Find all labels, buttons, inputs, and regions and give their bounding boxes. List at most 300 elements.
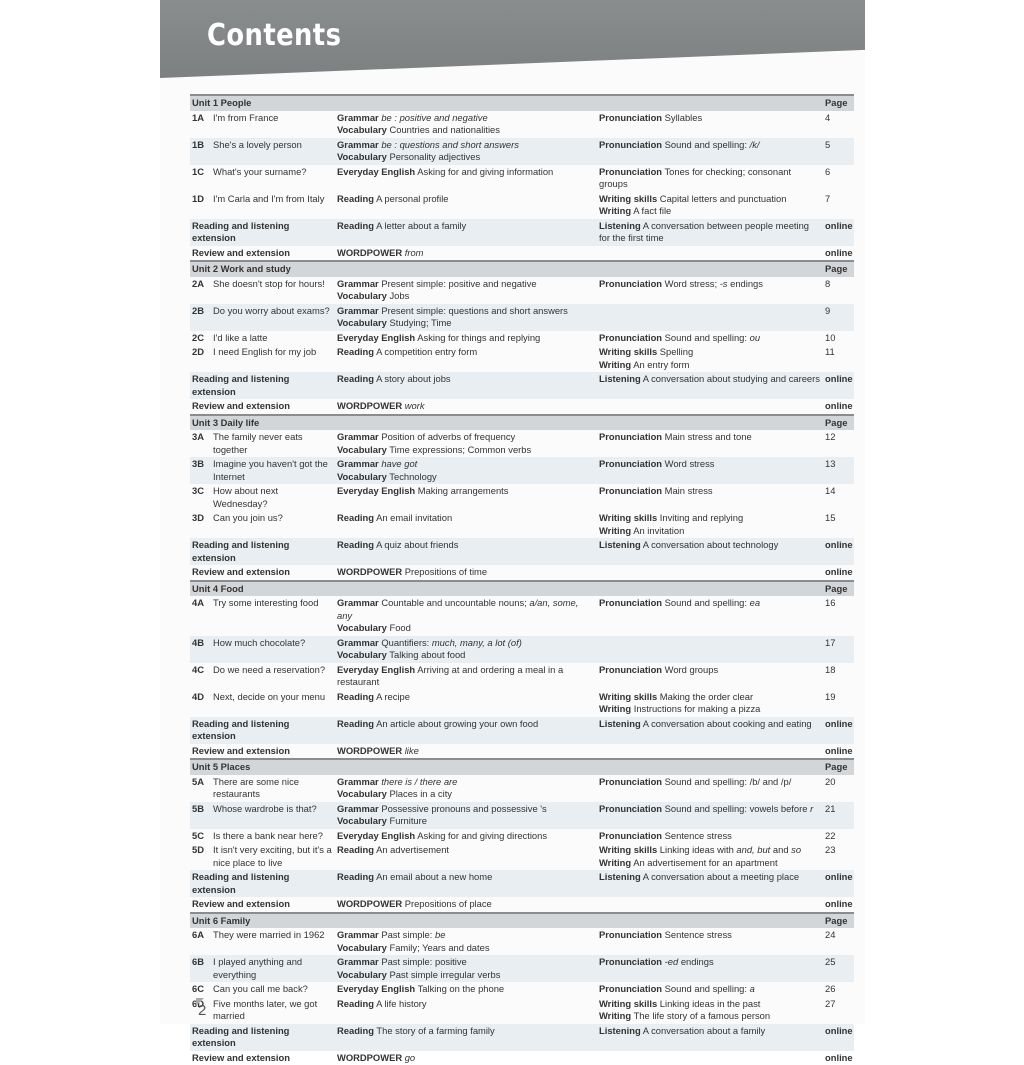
- entry-line: [337, 112, 595, 125]
- entry-line: [337, 431, 595, 444]
- lesson-page: 24: [823, 928, 854, 955]
- entry-text: A conversation about cooking and eating: [643, 718, 812, 729]
- lesson-skills: [597, 663, 823, 690]
- lesson-row: [190, 192, 854, 219]
- lesson-title: It isn't very exciting, but it's a nice place to live: [211, 843, 335, 870]
- entry-line: [599, 458, 821, 471]
- entry-label: Writing: [599, 525, 631, 536]
- entry-label: Pronunciation: [599, 983, 662, 994]
- entry-label: Reading: [337, 512, 374, 523]
- lesson-skills: [597, 457, 823, 484]
- entry-text: The story of a farming family: [376, 1025, 494, 1036]
- entry-line: [599, 512, 821, 525]
- entry-line: [337, 278, 595, 291]
- lesson-row: [190, 596, 854, 636]
- entry-line: [599, 525, 821, 538]
- entry-italic: have got: [381, 458, 417, 469]
- entry-text: Linking ideas in the past: [660, 998, 761, 1009]
- entry-italic: so: [791, 844, 801, 855]
- entry-text: A recipe: [376, 691, 410, 702]
- lesson-page: 17: [823, 636, 854, 663]
- extension-language: [335, 744, 597, 760]
- lesson-code: 3C: [190, 484, 211, 511]
- extension-skills: [597, 372, 823, 399]
- extension-language: [335, 246, 597, 262]
- lesson-skills: [597, 430, 823, 457]
- entry-label: Reading: [337, 844, 374, 855]
- entry-text: A conversation between people meeting for the first time: [599, 220, 809, 244]
- lesson-page: 5: [823, 138, 854, 165]
- extension-label: Reading and listening extension: [190, 538, 335, 565]
- lesson-page: 8: [823, 277, 854, 304]
- lesson-language: [335, 345, 597, 372]
- contents-body: [190, 95, 854, 1065]
- lesson-skills: [597, 165, 823, 192]
- entry-line: [599, 956, 821, 969]
- lesson-title: Do we need a reservation?: [211, 663, 335, 690]
- lesson-skills: [597, 596, 823, 636]
- entry-label: Vocabulary: [337, 969, 387, 980]
- entry-label: Writing: [599, 1010, 631, 1021]
- entry-text: Present simple: questions and short answers: [381, 305, 568, 316]
- entry-label: Writing skills: [599, 998, 657, 1009]
- entry-italic: : positive and negative: [394, 112, 487, 123]
- extension-page: online: [823, 897, 854, 913]
- unit-heading-row: [190, 913, 854, 929]
- lesson-page: 25: [823, 955, 854, 982]
- entry-line: [337, 305, 595, 318]
- extension-language: [335, 1051, 597, 1065]
- entry-label: Reading: [337, 691, 374, 702]
- entry-italic: ou: [750, 332, 760, 343]
- entry-text: Present simple: positive and negative: [381, 278, 536, 289]
- lesson-page: 6: [823, 165, 854, 192]
- extension-page: online: [823, 246, 854, 262]
- entry-italic: be: [435, 929, 445, 940]
- entry-text: Technology: [389, 471, 436, 482]
- lesson-row: [190, 111, 854, 138]
- entry-text: Past simple: positive: [381, 956, 466, 967]
- extension-page: online: [823, 1051, 854, 1065]
- lesson-title: I'm Carla and I'm from Italy: [211, 192, 335, 219]
- lesson-row: [190, 955, 854, 982]
- lesson-page: 4: [823, 111, 854, 138]
- lesson-row: [190, 663, 854, 690]
- entry-text: A competition entry form: [376, 346, 477, 357]
- extension-label: Review and extension: [190, 897, 335, 913]
- entry-line: [337, 942, 595, 955]
- lesson-title: I'd like a latte: [211, 331, 335, 346]
- page-column-label: Page: [823, 759, 854, 775]
- lesson-code: 2C: [190, 331, 211, 346]
- extension-language: [335, 399, 597, 415]
- lesson-language: [335, 982, 597, 997]
- entry-text: Sound and spelling: vowels before: [665, 803, 810, 814]
- lesson-code: 2A: [190, 277, 211, 304]
- entry-label: Listening: [599, 718, 641, 729]
- entry-label: Everyday English: [337, 664, 415, 675]
- entry-line: [337, 1052, 595, 1065]
- lesson-language: [335, 596, 597, 636]
- extension-label: Reading and listening extension: [190, 219, 335, 246]
- entry-italic: ea: [750, 597, 760, 608]
- entry-line: [599, 983, 821, 996]
- entry-line: [599, 278, 821, 291]
- entry-line: [337, 332, 595, 345]
- entry-label: Pronunciation: [599, 458, 662, 469]
- unit-heading: Unit 6 Family: [190, 913, 823, 929]
- entry-line: [599, 857, 821, 870]
- entry-line: [337, 400, 595, 413]
- entry-line: [337, 664, 595, 689]
- entry-label: Vocabulary: [337, 317, 387, 328]
- lesson-skills: [597, 982, 823, 997]
- entry-text: Asking for and giving information: [417, 166, 553, 177]
- entry-label: Vocabulary: [337, 622, 387, 633]
- entry-label: Reading: [337, 373, 374, 384]
- extension-language: [335, 870, 597, 897]
- entry-line: [599, 998, 821, 1011]
- entry-text: The life story of a famous person: [634, 1010, 771, 1021]
- lesson-skills: [597, 277, 823, 304]
- entry-text: Making the order clear: [660, 691, 753, 702]
- entry-italic: work: [405, 400, 425, 411]
- unit-heading: Unit 2 Work and study: [190, 261, 823, 277]
- entry-italic: a: [750, 983, 755, 994]
- unit-heading-row: [190, 759, 854, 775]
- lesson-row: [190, 775, 854, 802]
- entry-italic: there is / there are: [381, 776, 457, 787]
- entry-italic: -s: [720, 278, 728, 289]
- entry-label: Grammar: [337, 956, 379, 967]
- lesson-language: [335, 484, 597, 511]
- lesson-row: [190, 277, 854, 304]
- entry-text: Word groups: [665, 664, 719, 675]
- lesson-code: 1C: [190, 165, 211, 192]
- entry-line: [599, 844, 821, 857]
- lesson-code: 3B: [190, 457, 211, 484]
- lesson-row: [190, 304, 854, 331]
- entry-label: Writing skills: [599, 346, 657, 357]
- entry-text: Places in a city: [389, 788, 452, 799]
- page-column-label: Page: [823, 415, 854, 431]
- entry-text: Syllables: [665, 112, 703, 123]
- entry-text: Arriving at and ordering a meal in a restaurant: [337, 664, 563, 688]
- entry-text: An advertisement: [376, 844, 449, 855]
- entry-text: Instructions for making a pizza: [634, 703, 761, 714]
- entry-text: Sentence stress: [665, 929, 732, 940]
- lesson-row: [190, 138, 854, 165]
- entry-line: [337, 1025, 595, 1038]
- entry-text: Food: [389, 622, 410, 633]
- extension-skills: [597, 219, 823, 246]
- entry-line: [337, 597, 595, 622]
- entry-text: Furniture: [389, 815, 427, 826]
- entry-label: Reading: [337, 193, 374, 204]
- entry-label: Pronunciation: [599, 166, 662, 177]
- lesson-skills: [597, 138, 823, 165]
- lesson-skills: [597, 775, 823, 802]
- lesson-row: [190, 345, 854, 372]
- unit-heading-row: [190, 581, 854, 597]
- entry-text: endings: [681, 956, 714, 967]
- entry-line: [599, 830, 821, 843]
- entry-italic: /k/: [750, 139, 760, 150]
- entry-italic: be: [381, 139, 391, 150]
- extension-page: online: [823, 744, 854, 760]
- entry-italic: like: [405, 745, 419, 756]
- lesson-title: How much chocolate?: [211, 636, 335, 663]
- lesson-row: [190, 484, 854, 511]
- entry-line: [337, 691, 595, 704]
- entry-text: A life history: [376, 998, 427, 1009]
- entry-italic: from: [405, 247, 424, 258]
- entry-text: Inviting and replying: [660, 512, 743, 523]
- extension-skills: [597, 399, 823, 415]
- entry-italic: r: [810, 803, 813, 814]
- lesson-title: Whose wardrobe is that?: [211, 802, 335, 829]
- entry-text: Countable and uncountable nouns;: [381, 597, 529, 608]
- lesson-skills: [597, 111, 823, 138]
- entry-label: Everyday English: [337, 983, 415, 994]
- entry-line: [599, 539, 821, 552]
- entry-italic: and, but: [736, 844, 770, 855]
- lesson-language: [335, 997, 597, 1024]
- lesson-code: 5A: [190, 775, 211, 802]
- lesson-skills: [597, 829, 823, 844]
- lesson-language: [335, 511, 597, 538]
- entry-label: Pronunciation: [599, 803, 662, 814]
- lesson-page: 9: [823, 304, 854, 331]
- lesson-title: She's a lovely person: [211, 138, 335, 165]
- lesson-language: [335, 277, 597, 304]
- lesson-row: [190, 331, 854, 346]
- entry-line: [599, 691, 821, 704]
- entry-label: Grammar: [337, 112, 379, 123]
- lesson-skills: [597, 690, 823, 717]
- unit-heading-row: [190, 95, 854, 111]
- extension-row: [190, 372, 854, 399]
- lesson-skills: [597, 928, 823, 955]
- extension-page: online: [823, 538, 854, 565]
- entry-line: [337, 290, 595, 303]
- entry-line: [337, 898, 595, 911]
- page-number: 2: [198, 1002, 206, 1019]
- entry-label: Reading: [337, 998, 374, 1009]
- lesson-language: [335, 663, 597, 690]
- entry-text: A quiz about friends: [376, 539, 458, 550]
- entry-italic: go: [405, 1052, 415, 1063]
- extension-row: [190, 219, 854, 246]
- entry-text: Tones for checking; consonant groups: [599, 166, 791, 190]
- lesson-language: [335, 111, 597, 138]
- extension-page: online: [823, 399, 854, 415]
- lesson-code: 1B: [190, 138, 211, 165]
- lesson-page: 23: [823, 843, 854, 870]
- extension-language: [335, 565, 597, 581]
- lesson-page: 18: [823, 663, 854, 690]
- lesson-language: [335, 457, 597, 484]
- entry-label: Vocabulary: [337, 942, 387, 953]
- lesson-code: 3A: [190, 430, 211, 457]
- extension-row: [190, 1051, 854, 1065]
- lesson-skills: [597, 331, 823, 346]
- lesson-title: The family never eats together: [211, 430, 335, 457]
- lesson-page: 19: [823, 690, 854, 717]
- lesson-page: 13: [823, 457, 854, 484]
- extension-row: [190, 870, 854, 897]
- entry-text: A letter about a family: [376, 220, 466, 231]
- extension-skills: [597, 897, 823, 913]
- entry-label: Pronunciation: [599, 664, 662, 675]
- entry-line: [337, 566, 595, 579]
- page-column-label: Page: [823, 913, 854, 929]
- lesson-row: [190, 457, 854, 484]
- lesson-code: 4D: [190, 690, 211, 717]
- entry-label: Grammar: [337, 458, 379, 469]
- extension-row: [190, 744, 854, 760]
- lesson-title: I played anything and everything: [211, 955, 335, 982]
- entry-text: Prepositions of time: [405, 566, 487, 577]
- entry-line: [599, 112, 821, 125]
- entry-label: Pronunciation: [599, 332, 662, 343]
- extension-row: [190, 897, 854, 913]
- entry-text: An email about a new home: [376, 871, 492, 882]
- lesson-row: [190, 690, 854, 717]
- entry-label: WORDPOWER: [337, 898, 402, 909]
- entry-text: An entry form: [633, 359, 689, 370]
- lesson-row: [190, 829, 854, 844]
- entry-line: [599, 664, 821, 677]
- entry-line: [337, 139, 595, 152]
- entry-line: [337, 485, 595, 498]
- lesson-title: Can you call me back?: [211, 982, 335, 997]
- entry-label: Listening: [599, 539, 641, 550]
- lesson-language: [335, 928, 597, 955]
- entry-italic: -ed: [665, 956, 679, 967]
- entry-text: A conversation about technology: [643, 539, 779, 550]
- entry-label: Everyday English: [337, 830, 415, 841]
- entry-line: [337, 166, 595, 179]
- entry-line: [337, 151, 595, 164]
- lesson-skills: [597, 345, 823, 372]
- extension-skills: [597, 538, 823, 565]
- unit-heading: Unit 3 Daily life: [190, 415, 823, 431]
- entry-line: [599, 431, 821, 444]
- entry-label: Writing skills: [599, 691, 657, 702]
- lesson-title: She doesn't stop for hours!: [211, 277, 335, 304]
- entry-label: Writing skills: [599, 193, 657, 204]
- extension-label: Review and extension: [190, 399, 335, 415]
- lesson-row: [190, 511, 854, 538]
- entry-label: Everyday English: [337, 166, 415, 177]
- entry-line: [599, 193, 821, 206]
- entry-label: Reading: [337, 718, 374, 729]
- entry-text: An invitation: [633, 525, 684, 536]
- entry-text: Asking for things and replying: [417, 332, 540, 343]
- entry-text: An article about growing your own food: [376, 718, 538, 729]
- lesson-skills: [597, 843, 823, 870]
- entry-label: Vocabulary: [337, 815, 387, 826]
- entry-text: Family; Years and dates: [389, 942, 489, 953]
- lesson-language: [335, 192, 597, 219]
- extension-skills: [597, 1051, 823, 1065]
- entry-line: [599, 718, 821, 731]
- lesson-language: [335, 802, 597, 829]
- extension-language: [335, 538, 597, 565]
- lesson-language: [335, 775, 597, 802]
- entry-text: Main stress and tone: [665, 431, 752, 442]
- entry-line: [337, 346, 595, 359]
- entry-line: [337, 983, 595, 996]
- entry-line: [337, 998, 595, 1011]
- lesson-page: 26: [823, 982, 854, 997]
- entry-line: [599, 1025, 821, 1038]
- entry-line: [599, 1010, 821, 1023]
- entry-text: Position of adverbs of frequency: [381, 431, 515, 442]
- entry-label: Pronunciation: [599, 830, 662, 841]
- entry-text: Main stress: [665, 485, 713, 496]
- lesson-code: 6D: [190, 997, 211, 1024]
- entry-label: Reading: [337, 346, 374, 357]
- entry-line: [337, 512, 595, 525]
- entry-text: Personality adjectives: [389, 151, 480, 162]
- entry-label: Pronunciation: [599, 929, 662, 940]
- entry-text: A conversation about studying and careers: [643, 373, 820, 384]
- page-column-label: Page: [823, 581, 854, 597]
- entry-label: Reading: [337, 1025, 374, 1036]
- page-title: Contents: [207, 18, 341, 53]
- lesson-language: [335, 690, 597, 717]
- lesson-code: 1D: [190, 192, 211, 219]
- entry-text: Word stress;: [665, 278, 720, 289]
- entry-label: Grammar: [337, 776, 379, 787]
- lesson-code: 2D: [190, 345, 211, 372]
- extension-language: [335, 1024, 597, 1051]
- entry-line: [337, 373, 595, 386]
- lesson-skills: [597, 636, 823, 663]
- extension-page: online: [823, 372, 854, 399]
- lesson-page: 14: [823, 484, 854, 511]
- lesson-skills: [597, 955, 823, 982]
- entry-label: Vocabulary: [337, 649, 387, 660]
- lesson-row: [190, 982, 854, 997]
- unit-heading: Unit 1 People: [190, 95, 823, 111]
- lesson-skills: [597, 484, 823, 511]
- lesson-code: 6C: [190, 982, 211, 997]
- entry-label: Writing: [599, 857, 631, 868]
- extension-skills: [597, 246, 823, 262]
- entry-text: Asking for and giving directions: [417, 830, 547, 841]
- entry-text: A conversation about a meeting place: [643, 871, 799, 882]
- entry-label: Listening: [599, 220, 641, 231]
- extension-skills: [597, 744, 823, 760]
- entry-text: A story about jobs: [376, 373, 451, 384]
- entry-line: [337, 956, 595, 969]
- extension-row: [190, 565, 854, 581]
- extension-row: [190, 399, 854, 415]
- entry-italic: : questions and short answers: [394, 139, 519, 150]
- entry-label: Vocabulary: [337, 444, 387, 455]
- entry-line: [337, 220, 595, 233]
- entry-line: [337, 247, 595, 260]
- lesson-row: [190, 165, 854, 192]
- entry-line: [337, 458, 595, 471]
- lesson-page: 12: [823, 430, 854, 457]
- entry-text: Talking about food: [389, 649, 465, 660]
- extension-label: Reading and listening extension: [190, 1024, 335, 1051]
- entry-line: [599, 871, 821, 884]
